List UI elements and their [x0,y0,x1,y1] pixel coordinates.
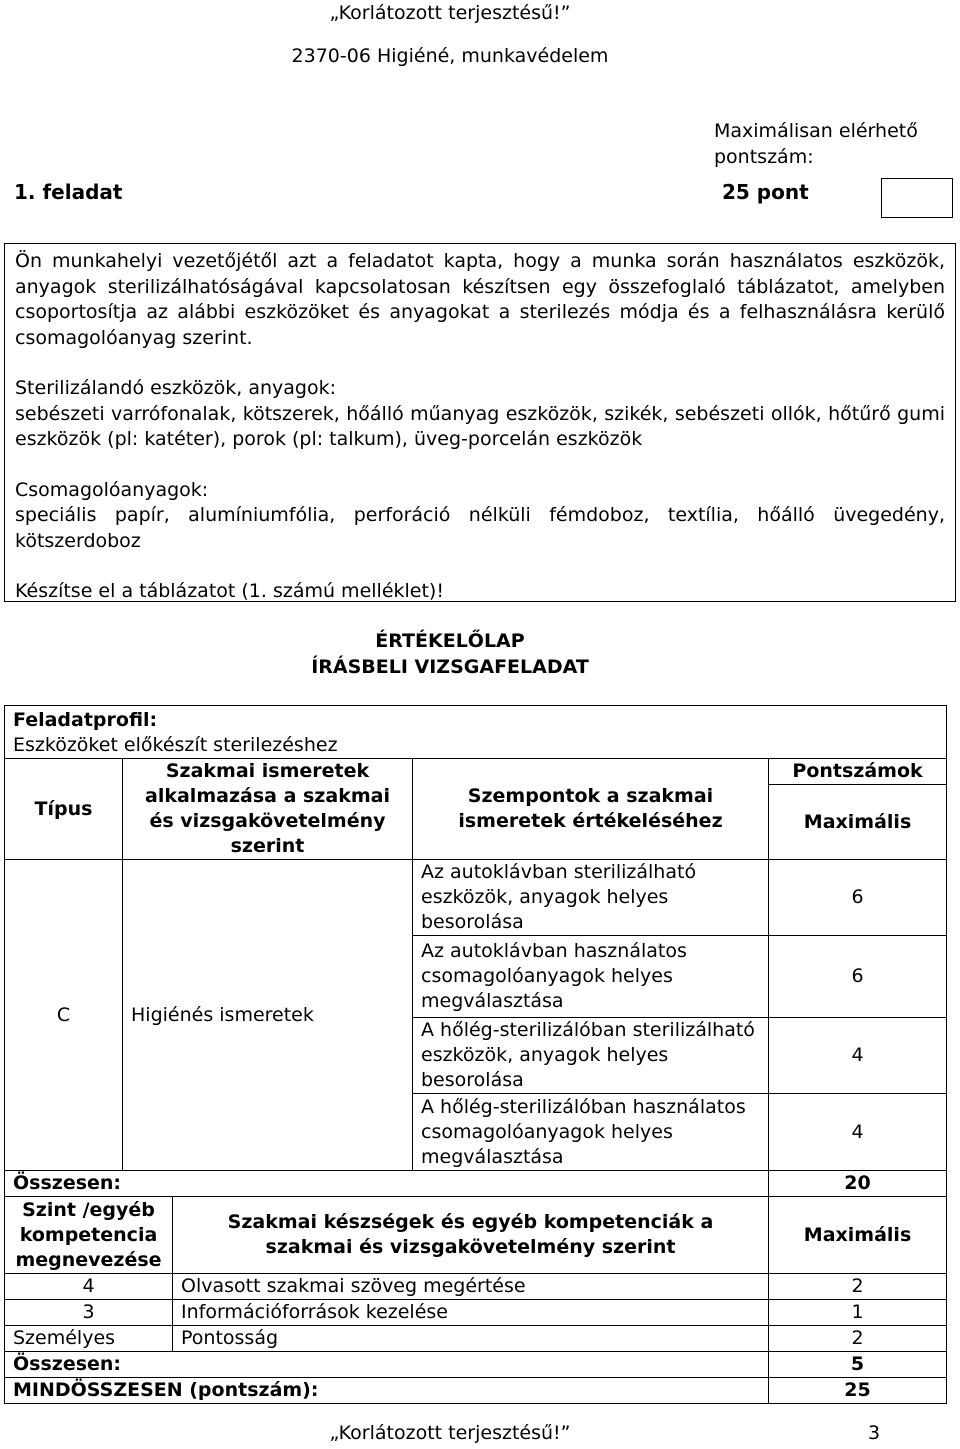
eval-title-line1: ÉRTÉKELŐLAP [375,630,525,652]
skill-level: 3 [5,1300,173,1326]
items-text: sebészeti varrófonalak, kötszerek, hőálló műanyag eszközök, szikék, sebészeti ollók, hőtűrő gumi eszközök (pl: katéter), porok (pl: talkum), üveg-porcelán eszközök [15,402,945,450]
header-row [5,759,947,785]
items-heading: Sterilizálandó eszközök, anyagok: [15,377,337,399]
criteria-text: A hőlég-sterilizálóban használatos csomagolóanyagok helyes megválasztása [413,1094,769,1171]
criteria-points: 6 [769,860,947,936]
grand-total-row [5,1378,947,1404]
profile-label: Feladatprofil: [13,709,158,731]
knowledge-value: Higiénés ismeretek [123,860,413,1171]
task-intro: Ön munkahelyi vezetőjétől azt a feladatot kapta, hogy a munka során használatos eszközök, anyagok sterilizálhatóságával kapcsolatosan készítsen egy összefoglaló táblázatot, amelyben csoportosítja az alábbi eszközöket és anyagokat a sterilezés módja és a felhasználásra kerülő csomagolóanyag szerint. [15,250,945,349]
subtotal-label: Összesen: [5,1352,769,1378]
grand-total-value: 25 [769,1378,947,1404]
skill-name: Információforrások kezelése [173,1300,769,1326]
task-title: 1. feladat [14,180,123,204]
skill-points: 1 [769,1300,947,1326]
task-description-box [4,243,956,602]
skill-points: 2 [769,1326,947,1352]
skill-level: 4 [5,1274,173,1300]
skill-level: Személyes [5,1326,173,1352]
task-points: 25 pont [722,180,809,204]
skill-name: Pontosság [173,1326,769,1352]
subtotal-row [5,1352,947,1378]
skill-points: 2 [769,1274,947,1300]
col-knowledge-header: Szakmai ismeretek alkalmazása a szakmai és vizsgakövetelmény szerint [123,759,413,860]
score-box[interactable] [881,178,953,218]
profile-value: Eszközöket előkészít sterilezéshez [13,734,338,756]
profile-row [5,706,947,759]
eval-title-line2: ÍRÁSBELI VIZSGAFELADAT [311,656,589,678]
subtotal-label: Összesen: [5,1171,769,1197]
max-points-label-line1: Maximálisan elérhető [714,120,918,142]
type-value: C [5,860,123,1171]
grand-total-label: MINDÖSSZESEN (pontszám): [5,1378,769,1404]
header-restriction: „Korlátozott terjesztésű!” [329,2,571,24]
col-points-header: Pontszámok [769,759,947,785]
col-skills-header: Szakmai készségek és egyéb kompetenciák a szakmai és vizsgakövetelmény szerint [173,1197,769,1274]
col-type-header: Típus [5,759,123,860]
max-points-label [714,118,918,170]
skill-row [5,1300,947,1326]
col-level-header: Szint /egyéb kompetencia megnevezése [5,1197,173,1274]
footer-restriction: „Korlátozott terjesztésű!” [329,1422,571,1444]
skill-row [5,1274,947,1300]
evaluation-table [4,705,947,1404]
skill-row [5,1326,947,1352]
subtotal-row [5,1171,947,1197]
criteria-text: Az autoklávban sterilizálható eszközök, anyagok helyes besorolása [413,860,769,936]
criteria-points: 4 [769,1094,947,1171]
packaging-text: speciális papír, alumíniumfólia, perforáció nélküli fémdoboz, textília, hőálló üvegedény, kötszerdoboz [15,504,945,552]
subtotal-value: 5 [769,1352,947,1378]
subtotal-value: 20 [769,1171,947,1197]
task-instruction: Készítse el a táblázatot (1. számú melléklet)! [15,580,444,602]
skill-name: Olvasott szakmai szöveg megértése [173,1274,769,1300]
header-code: 2370-06 Higiéné, munkavédelem [291,45,609,67]
criteria-points: 4 [769,1018,947,1094]
packaging-heading: Csomagolóanyagok: [15,478,209,501]
col-max2-header: Maximális [769,1197,947,1274]
criteria-text: A hőlég-sterilizálóban sterilizálható eszközök, anyagok helyes besorolása [413,1018,769,1094]
page-number: 3 [868,1422,881,1444]
col-max-header: Maximális [769,785,947,860]
eval-title [0,628,900,680]
col-criteria-header: Szempontok a szakmai ismeretek értékeléséhez [413,759,769,860]
criteria-text: Az autoklávban használatos csomagolóanyagok helyes megválasztása [413,936,769,1018]
skills-header-row [5,1197,947,1274]
criteria-points: 6 [769,936,947,1018]
criteria-row [5,860,947,936]
max-points-label-line2: pontszám: [714,146,814,168]
